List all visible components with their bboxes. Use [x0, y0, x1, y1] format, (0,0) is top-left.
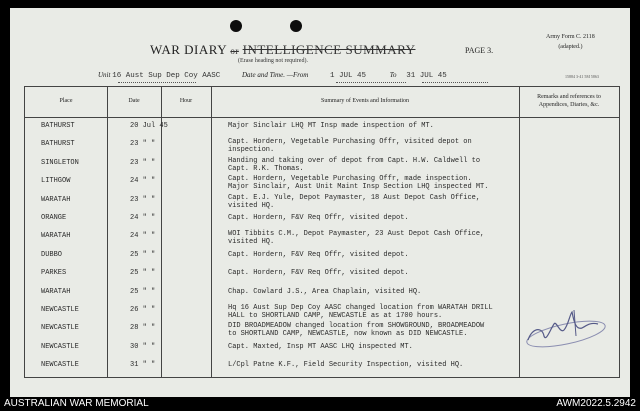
- header-separator: [25, 117, 619, 118]
- entry-summary-line: Chap. Cowlard J.S., Area Chaplain, visited HQ.: [228, 287, 422, 296]
- entry-summary-line: Hq 16 Aust Sup Dep Coy AASC changed location from WARATAH DRILL: [228, 304, 493, 312]
- col-header-hour: Hour: [179, 98, 193, 104]
- diary-entry-row: [25, 229, 619, 247]
- entry-summary-line: Major Sinclair LHQ MT Insp made inspection of MT.: [228, 122, 434, 130]
- entry-summary-line: Capt. R.K. Thomas.: [228, 164, 304, 173]
- from-label: From: [292, 71, 309, 79]
- diary-entry-row: [25, 193, 619, 211]
- punch-hole: [290, 20, 302, 32]
- footer-accession-number: AWM2022.5.2942: [556, 398, 636, 409]
- signature-stamp: [520, 300, 612, 350]
- print-code: 15884 3-41 5M 5863: [565, 74, 599, 79]
- entry-summary-line: L/Cpl Patne K.F., Field Security Inspection, visited HQ.: [228, 361, 464, 370]
- entry-summary-line: Capt. Hordern, F&V Req Offr, visited depot.: [228, 250, 409, 259]
- heading-or: or: [230, 46, 239, 56]
- entry-place: DUBBO: [41, 250, 63, 259]
- army-form-label: [546, 32, 595, 52]
- entry-date: 26 " ": [130, 306, 156, 314]
- unit-label: Unit: [98, 71, 111, 79]
- entry-summary-line: Capt. Hordern, F&V Req Offr, visited depot.: [228, 214, 409, 222]
- entry-place: BATHURST: [41, 140, 75, 149]
- erase-note: (Erase heading not required).: [238, 58, 308, 64]
- entry-place: WARATAH: [41, 195, 71, 204]
- diary-entry-row: [25, 248, 619, 266]
- col-header-place: Place: [59, 98, 73, 104]
- entry-date: 23 " ": [130, 158, 156, 167]
- entry-date: 25 " ": [130, 287, 156, 296]
- entry-place: ORANGE: [41, 214, 67, 222]
- entry-place: NEWCASTLE: [41, 342, 79, 351]
- unit-underline: [118, 82, 196, 83]
- punch-hole: [230, 20, 242, 32]
- entry-date: 25 " ": [130, 250, 156, 259]
- entry-date: 20 Jul 45: [130, 122, 168, 130]
- diary-entry-row: [25, 156, 619, 174]
- entry-date: 23 " ": [130, 195, 156, 204]
- entry-date: 31 " ": [130, 361, 156, 370]
- col-header-date: Date: [128, 98, 140, 104]
- from-value: 1 JUL 45: [330, 72, 367, 80]
- date-time-label: Date and Time.: [241, 71, 285, 79]
- entry-summary-line: Capt. Hordern, Vegetable Purchasing Offr, made inspection.: [228, 175, 472, 184]
- entry-place: NEWCASTLE: [41, 361, 79, 370]
- to-value: 31 JUL 45: [406, 72, 447, 80]
- entry-date: 30 " ": [130, 342, 156, 351]
- entry-place: WARATAH: [41, 232, 71, 241]
- page-number: PAGE 3.: [465, 46, 494, 55]
- entry-date: 23 " ": [130, 140, 156, 149]
- entry-summary-line: to SHORTLAND CAMP, NEWCASTLE, now known as DID NEWCASTLE.: [228, 330, 468, 339]
- diary-entry-row: [25, 119, 619, 137]
- diary-entry-row: [25, 266, 619, 284]
- army-form-number: Army Form C. 2118: [546, 34, 595, 40]
- entry-summary-line: WOI Tibbits C.M., Depot Paymaster, 23 Aust Depot Cash Office,: [228, 230, 485, 239]
- entry-date: 28 " ": [130, 324, 156, 333]
- entry-place: PARKES: [41, 269, 67, 278]
- entry-summary-line: DID BROADMEADOW changed location from SHOWGROUND, BROADMEADOW: [228, 322, 485, 331]
- intelligence-summary-heading: INTELLIGENCE SUMMARY: [242, 42, 416, 57]
- entry-summary-line: Handing and taking over of depot from Capt. H.W. Caldwell to: [228, 156, 481, 165]
- diary-entry-row: [25, 358, 619, 376]
- entry-place: NEWCASTLE: [41, 306, 79, 314]
- entry-place: BATHURST: [41, 122, 75, 130]
- unit-value: 16 Aust Sup Dep Coy AASC: [112, 72, 221, 80]
- to-underline: [422, 82, 488, 83]
- page-title: [150, 42, 415, 58]
- diary-entry-row: [25, 174, 619, 192]
- entry-date: 25 " ": [130, 269, 156, 278]
- entry-summary-line: Capt. E.J. Yule, Depot Paymaster, 18 Aust Depot Cash Office,: [228, 193, 481, 202]
- diary-entry-row: [25, 137, 619, 155]
- diary-entry-row: [25, 211, 619, 229]
- entry-date: 24 " ": [130, 232, 156, 241]
- entry-summary-line: visited HQ.: [228, 201, 275, 210]
- footer-bar: [0, 397, 640, 411]
- entry-summary-line: HALL to SHORTLAND CAMP, NEWCASTLE as at 1700 hours.: [228, 312, 443, 320]
- entry-summary-line: Capt. Maxted, Insp MT AASC LHQ inspected MT.: [228, 342, 413, 351]
- entry-date: 24 " ": [130, 177, 156, 186]
- entry-place: WARATAH: [41, 287, 71, 296]
- entry-place: SINGLETON: [41, 158, 79, 167]
- entry-date: 24 " ": [130, 214, 156, 222]
- adapted-note: (adapted.): [558, 44, 583, 50]
- from-underline: [336, 82, 406, 83]
- entry-place: LITHGOW: [41, 177, 71, 186]
- footer-credit: AUSTRALIAN WAR MEMORIAL: [4, 398, 149, 409]
- to-label: To: [389, 71, 397, 79]
- entry-place: NEWCASTLE: [41, 324, 79, 333]
- diary-page: [10, 8, 630, 397]
- col-header-summary: Summary of Events and Information: [321, 98, 409, 104]
- war-diary-heading: WAR DIARY: [150, 42, 227, 57]
- entry-summary-line: Major Sinclair, Aust Unit Maint Insp Section LHQ inspected MT.: [228, 183, 489, 192]
- entry-summary-line: inspection.: [228, 146, 275, 155]
- unit-line: Unit 16 Aust Sup Dep Coy AASC Date and Time. —From 1 JUL 45 To 31 JUL 45: [98, 71, 447, 80]
- entry-summary-line: Capt. Hordern, F&V Req Offr, visited depot.: [228, 269, 409, 278]
- entry-summary-line: Capt. Hordern, Vegetable Purchasing Offr, visited depot on: [228, 138, 472, 147]
- col-header-remarks: Remarks and references to Appendices, Diaries, &c.: [537, 94, 601, 108]
- entry-summary-line: visited HQ.: [228, 238, 275, 247]
